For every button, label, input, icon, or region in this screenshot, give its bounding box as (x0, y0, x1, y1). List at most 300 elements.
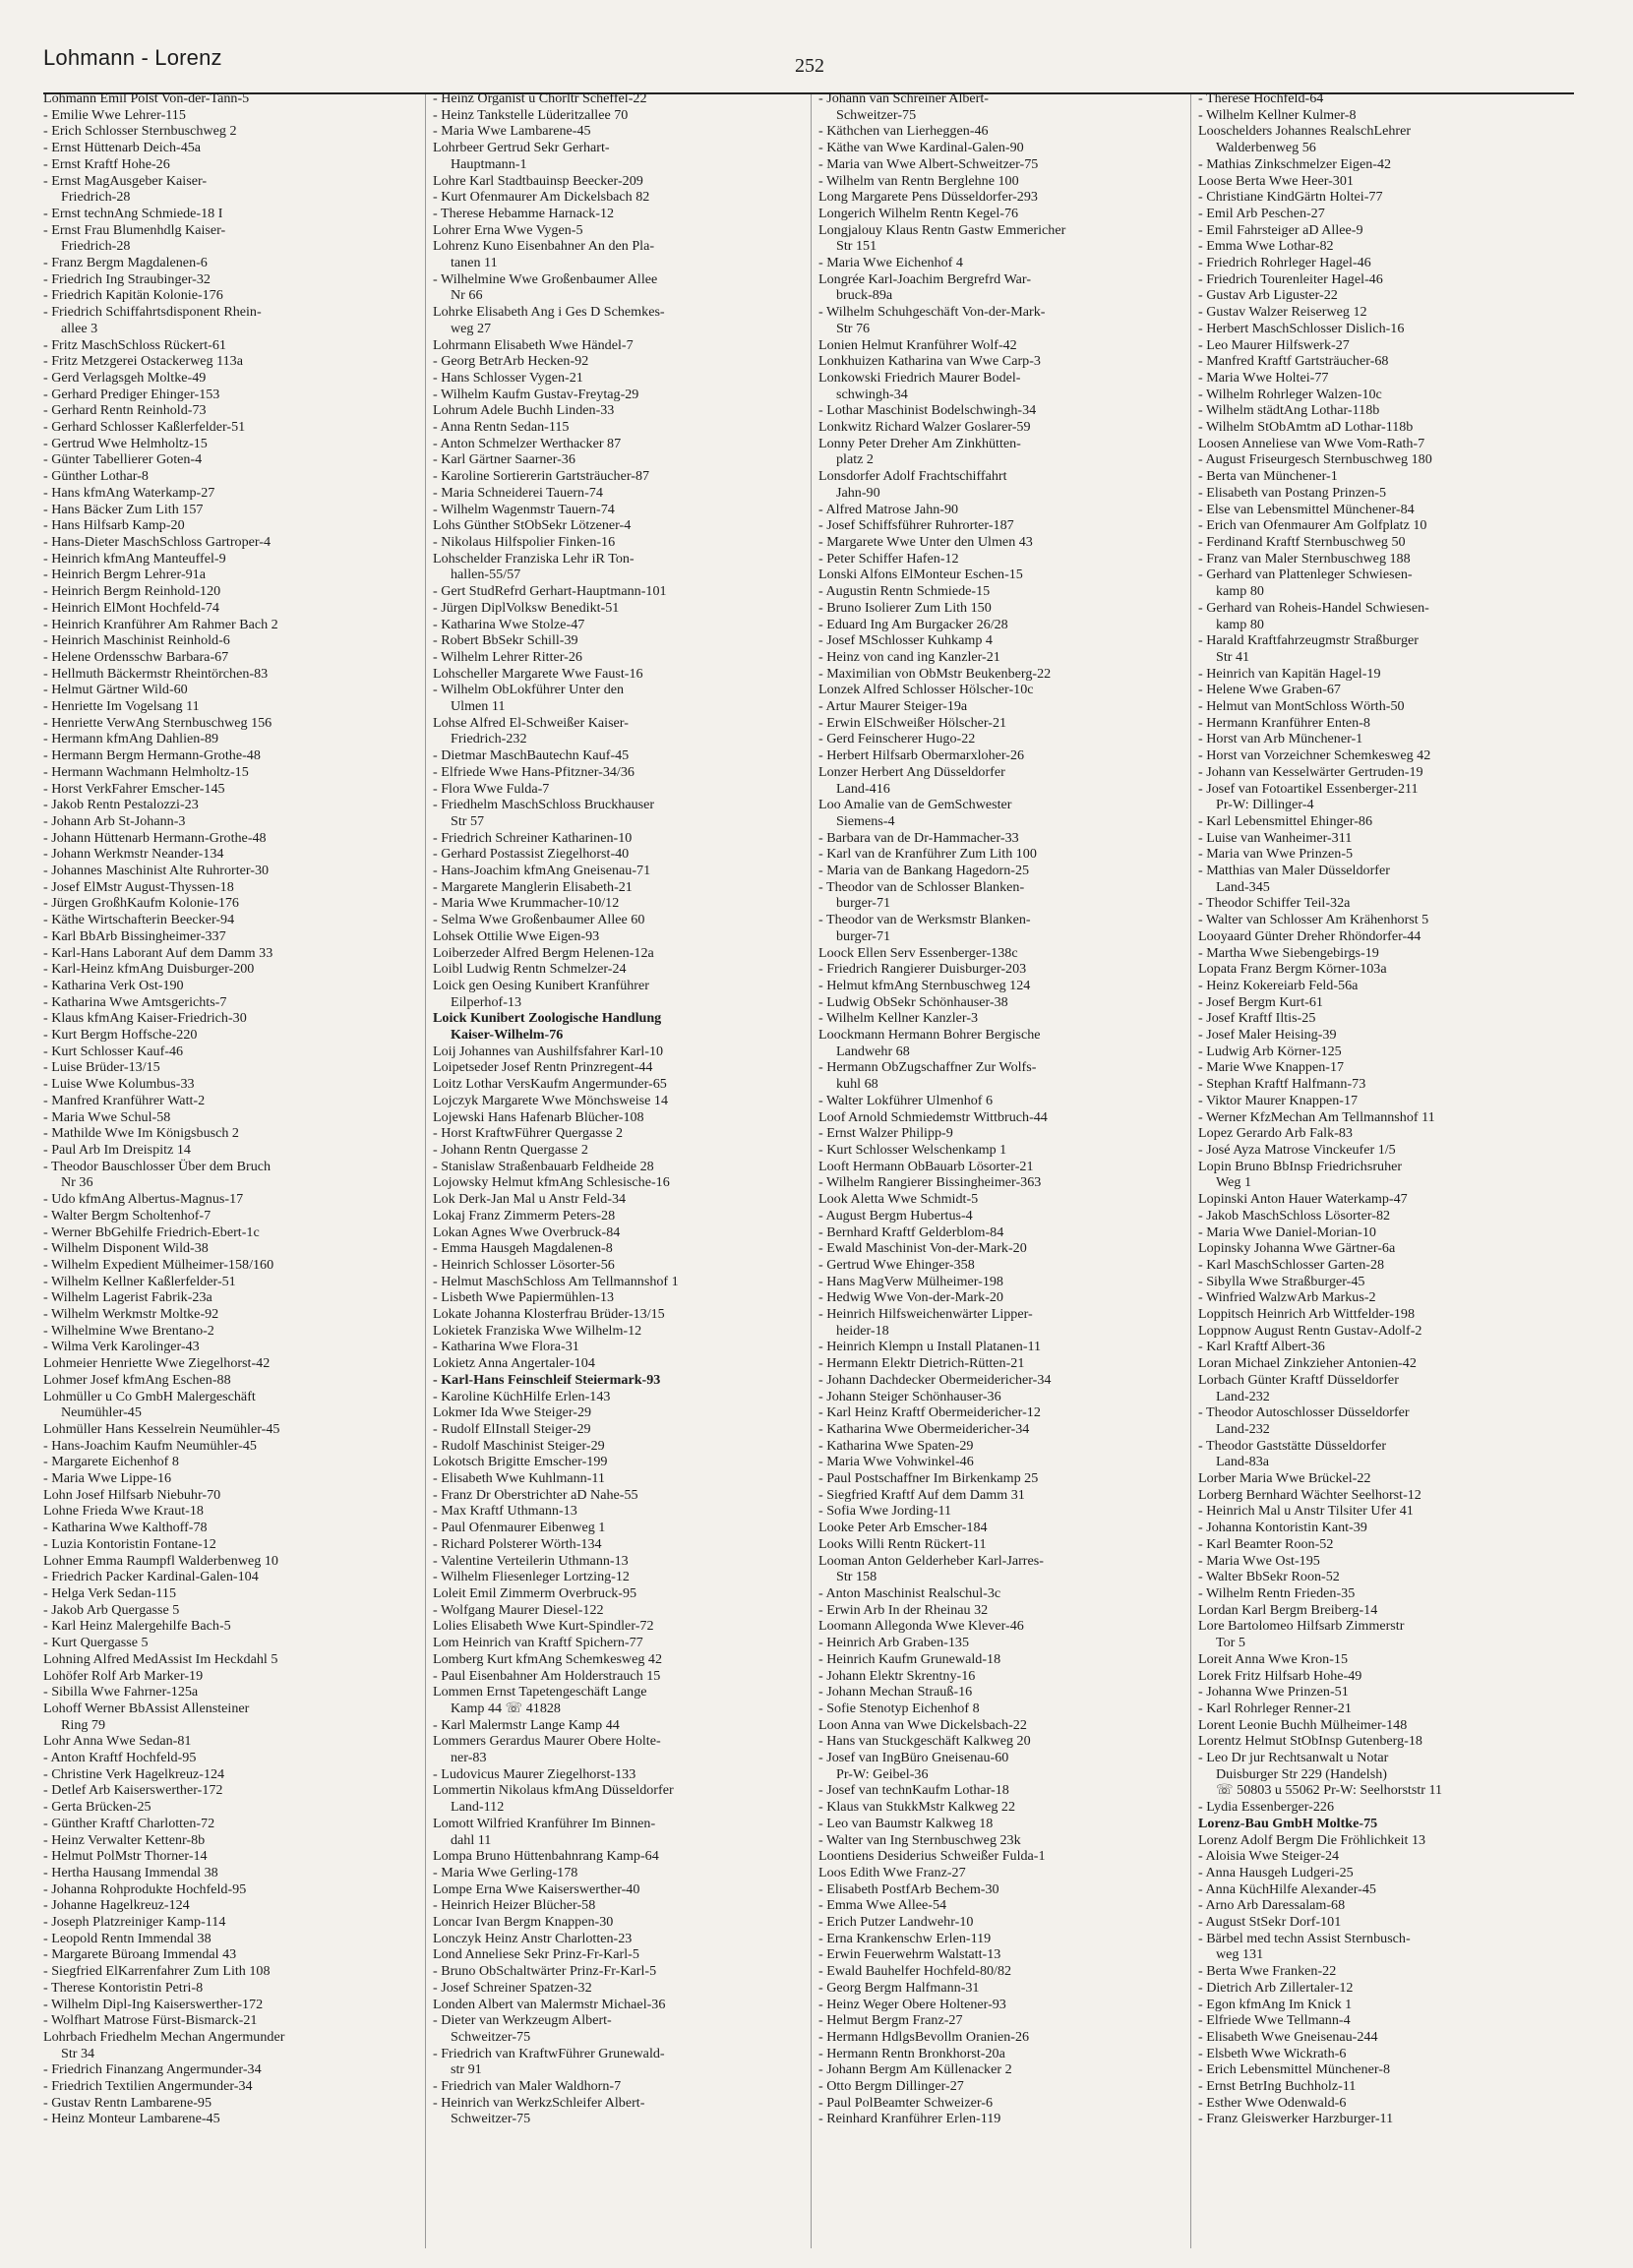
directory-entry: Longrée Karl-Joachim Bergrefrd War- (818, 270, 1032, 287)
directory-entry: - Gert StudRefrd Gerhart-Hauptmann-101 (433, 583, 667, 600)
directory-entry: - Heinrich van WerkzSchleifer Albert- (433, 2094, 645, 2111)
directory-entry: - Karl-Heinz kfmAng Duisburger-200 (43, 961, 255, 978)
directory-entry: - Katharina Wwe Flora-31 (433, 1339, 579, 1355)
directory-entry: Lokietek Franziska Wwe Wilhelm-12 (433, 1322, 642, 1339)
directory-entry: - Josef MSchlosser Kuhkamp 4 (818, 632, 993, 649)
directory-entry: - Elfriede Wwe Hans-Pfitzner-34/36 (433, 763, 635, 780)
directory-entry: - Käthe van Wwe Kardinal-Galen-90 (818, 140, 1024, 156)
directory-entry: - Elisabeth Wwe Kuhlmann-11 (433, 1470, 605, 1487)
directory-entry: - Wilhelm ObLokführer Unter den (433, 682, 625, 698)
directory-entry: - Elisabeth Wwe Gneisenau-244 (1198, 2028, 1378, 2045)
directory-entry: Lokaj Franz Zimmerm Peters-28 (433, 1207, 616, 1224)
directory-entry: - Aloisia Wwe Steiger-24 (1198, 1848, 1340, 1865)
directory-entry: Lomberg Kurt kfmAng Schemkesweg 42 (433, 1650, 663, 1667)
directory-entry: Landwehr 68 (836, 1043, 910, 1059)
directory-entry: - Rudolf Maschinist Steiger-29 (433, 1437, 605, 1454)
directory-entry: kuhl 68 (836, 1076, 878, 1093)
directory-entry: Lohning Alfred MedAssist Im Heckdahl 5 (43, 1650, 278, 1667)
directory-entry: - Maximilian von ObMstr Beukenberg-22 (818, 665, 1052, 682)
directory-entry: Kaiser-Wilhelm-76 (451, 1027, 564, 1044)
directory-entry: - Alfred Matrose Jahn-90 (818, 501, 959, 517)
directory-entry: - Theodor van de Schlosser Blanken- (818, 878, 1025, 895)
directory-entry: - Erich Schlosser Sternbuschweg 2 (43, 123, 237, 140)
directory-entry: - Hermann Wachmann Helmholtz-15 (43, 763, 249, 780)
directory-entry: Loontiens Desiderius Schweißer Fulda-1 (818, 1848, 1046, 1865)
directory-entry: - Johann Arb St-Johann-3 (43, 812, 186, 829)
directory-entry: - Elisabeth van Postang Prinzen-5 (1198, 484, 1387, 501)
directory-entry: Land-232 (1216, 1420, 1270, 1437)
directory-entry: - Johann Dachdecker Obermeidericher-34 (818, 1371, 1052, 1388)
directory-entry: - Margarete Büroang Immendal 43 (43, 1946, 237, 1963)
directory-entry: - Helmut van MontSchloss Wörth-50 (1198, 698, 1405, 715)
directory-entry: - Hermann Bergm Hermann-Grothe-48 (43, 747, 261, 764)
directory-entry: - Karoline Sortiererin Gartsträucher-87 (433, 468, 650, 485)
directory-entry: - Anton Kraftf Hochfeld-95 (43, 1750, 197, 1766)
directory-entry: - Gustav Arb Liguster-22 (1198, 287, 1338, 304)
directory-entry: Lopata Franz Bergm Körner-103a (1198, 961, 1387, 978)
directory-entry: Loosen Anneliese van Wwe Vom-Rath-7 (1198, 435, 1425, 451)
directory-entry: - Heinrich Kranführer Am Rahmer Bach 2 (43, 616, 278, 632)
directory-entry: Schweitzer-75 (451, 2028, 531, 2045)
directory-entry: - Siegfried ElKarrenfahrer Zum Lith 108 (43, 1963, 271, 1980)
directory-entry: - Wolfhart Matrose Fürst-Bismarck-21 (43, 2012, 258, 2029)
directory-entry: Lohr Anna Wwe Sedan-81 (43, 1733, 192, 1750)
directory-entry: Str 34 (61, 2045, 95, 2061)
directory-entry: - Robert BbSekr Schill-39 (433, 632, 578, 649)
directory-entry: - Henriette VerwAng Sternbuschweg 156 (43, 714, 272, 731)
directory-entry: - Johann Werkmstr Neander-134 (43, 846, 224, 863)
directory-entry: Weg 1 (1216, 1174, 1252, 1191)
directory-entry: Lonczyk Heinz Anstr Charlotten-23 (433, 1930, 633, 1946)
directory-entry: - Wilhelm Rangierer Bissingheimer-363 (818, 1174, 1042, 1191)
directory-entry: platz 2 (836, 451, 874, 468)
directory-entry: Lonkowski Friedrich Maurer Bodel- (818, 369, 1021, 386)
directory-column-3 (818, 90, 1177, 2254)
directory-entry: - Walter Lokführer Ulmenhof 6 (818, 1092, 994, 1108)
directory-column-4 (1198, 90, 1556, 2254)
directory-entry: Long Margarete Pens Düsseldorfer-293 (818, 189, 1038, 206)
directory-entry: Looft Hermann ObBauarb Lösorter-21 (818, 1158, 1034, 1174)
directory-entry: burger-71 (836, 895, 891, 912)
directory-entry: - Luise Brüder-13/15 (43, 1059, 160, 1076)
directory-entry: - Nikolaus Hilfspolier Finken-16 (433, 533, 616, 550)
directory-entry: - Gerhard van Roheis-Handel Schwiesen- (1198, 599, 1429, 616)
directory-entry: Loleit Emil Zimmerm Overbruck-95 (433, 1584, 637, 1601)
directory-entry: Lommen Ernst Tapetengeschäft Lange (433, 1684, 647, 1701)
directory-entry: - Josef Bergm Kurt-61 (1198, 993, 1323, 1010)
directory-entry: - Karl-Hans Laborant Auf dem Damm 33 (43, 944, 273, 961)
directory-entry: - Elisabeth PostfArb Bechem-30 (818, 1880, 999, 1897)
directory-entry: - Elfriede Wwe Tellmann-4 (1198, 2012, 1351, 2029)
directory-entry: - Heinrich Arb Graben-135 (818, 1635, 970, 1651)
directory-entry: Looks Willi Rentn Rückert-11 (818, 1535, 987, 1552)
directory-entry: - Maria van Wwe Prinzen-5 (1198, 846, 1354, 863)
directory-entry: - Wilhelm Kellner Kaßlerfelder-51 (43, 1273, 236, 1289)
directory-entry: Lohschelder Franziska Lehr iR Ton- (433, 550, 635, 567)
directory-entry: - Heinrich Bergm Reinhold-120 (43, 583, 221, 600)
directory-entry: - Hermann Rentn Bronkhorst-20a (818, 2045, 1005, 2061)
column-divider (811, 94, 812, 2248)
directory-entry: - Sofia Wwe Jording-11 (818, 1503, 952, 1520)
directory-entry: - Gerd Feinscherer Hugo-22 (818, 731, 976, 747)
directory-entry: Loo Amalie van de GemSchwester (818, 797, 1012, 813)
directory-entry: - Anna Hausgeh Ludgeri-25 (1198, 1864, 1354, 1880)
directory-entry: - Martha Wwe Siebengebirgs-19 (1198, 944, 1379, 961)
directory-entry: - Maria Wwe Krummacher-10/12 (433, 895, 620, 912)
directory-entry: - Heinrich Mal u Anstr Tilsiter Ufer 41 (1198, 1503, 1414, 1520)
directory-entry: - Jakob MaschSchloss Lösorter-82 (1198, 1207, 1391, 1224)
directory-entry: - Luise van Wanheimer-311 (1198, 829, 1353, 846)
directory-entry: - Erwin Arb In der Rheinau 32 (818, 1601, 989, 1618)
directory-entry: - Maria Wwe Lambarene-45 (433, 123, 591, 140)
directory-entry: - Horst VerkFahrer Emscher-145 (43, 780, 225, 797)
directory-entry: - Erwin Feuerwehrm Walstatt-13 (818, 1946, 1001, 1963)
directory-entry: Lorber Maria Wwe Brückel-22 (1198, 1470, 1371, 1487)
directory-entry: - Katharina Wwe Obermeidericher-34 (818, 1420, 1030, 1437)
directory-entry: Looschelders Johannes RealschLehrer (1198, 123, 1412, 140)
directory-entry: - Winfried WalzwArb Markus-2 (1198, 1289, 1376, 1306)
directory-entry: - Franz Dr Oberstrichter aD Nahe-55 (433, 1486, 638, 1503)
directory-entry: - Jürgen GroßhKaufm Kolonie-176 (43, 895, 239, 912)
directory-entry: Lohrmann Elisabeth Wwe Händel-7 (433, 336, 634, 353)
directory-entry: - Heinrich van Kapitän Hagel-19 (1198, 665, 1381, 682)
directory-entry: - Johann van Schreiner Albert- (818, 90, 989, 106)
directory-entry: - Richard Polsterer Wörth-134 (433, 1535, 602, 1552)
directory-entry: - Klaus kfmAng Kaiser-Friedrich-30 (43, 1010, 247, 1027)
directory-entry: Lohrke Elisabeth Ang i Ges D Schemkes- (433, 304, 665, 321)
directory-entry: - Gerta Brücken-25 (43, 1799, 151, 1816)
directory-entry: Lohre Karl Stadtbauinsp Beecker-209 (433, 172, 643, 189)
directory-entry: - Harald Kraftfahrzeugmstr Straßburger (1198, 632, 1419, 649)
directory-entry: Ulmen 11 (451, 698, 506, 715)
directory-entry: ☏ 50803 u 55062 Pr-W: Seelhorststr 11 (1216, 1782, 1443, 1799)
directory-entry: - Friedrich Kapitän Kolonie-176 (43, 287, 223, 304)
directory-entry: - Hans-Joachim Kaufm Neumühler-45 (43, 1437, 257, 1454)
directory-entry: - Karl Lebensmittel Ehinger-86 (1198, 812, 1373, 829)
directory-entry: - Elsbeth Wwe Wickrath-6 (1198, 2045, 1347, 2061)
directory-entry: - Erna Krankenschw Erlen-119 (818, 1930, 992, 1946)
directory-entry: - Katharina Wwe Stolze-47 (433, 616, 585, 632)
directory-entry: - Hans Hilfsarb Kamp-20 (43, 517, 185, 534)
directory-entry: - Helmut PolMstr Thorner-14 (43, 1848, 208, 1865)
directory-entry: - Gerd Verlagsgeh Moltke-49 (43, 369, 207, 386)
directory-entry: Nr 66 (451, 287, 483, 304)
directory-entry: - Wilhelmine Wwe Brentano-2 (43, 1322, 214, 1339)
directory-entry: - Johann Hüttenarb Hermann-Grothe-48 (43, 829, 267, 846)
directory-entry: - Maria Wwe Lippe-16 (43, 1470, 172, 1487)
directory-entry: Land-416 (836, 780, 890, 797)
directory-entry: - Franz van Maler Sternbuschweg 188 (1198, 550, 1411, 567)
directory-entry: - Günther Kraftf Charlotten-72 (43, 1815, 215, 1831)
directory-entry: - Herbert Hilfsarb Obermarxloher-26 (818, 747, 1025, 764)
directory-entry: - Therese Hebamme Harnack-12 (433, 205, 615, 221)
directory-entry: - Friedrich van KraftwFührer Grunewald- (433, 2045, 665, 2061)
directory-entry: - Lydia Essenberger-226 (1198, 1799, 1335, 1816)
directory-entry: Str 158 (836, 1569, 877, 1585)
directory-entry: - Dieter van Werkzeugm Albert- (433, 2012, 612, 2029)
directory-entry: - Paul PolBeamter Schweizer-6 (818, 2094, 994, 2111)
directory-entry: - Max Kraftf Uthmann-13 (433, 1503, 577, 1520)
directory-entry: - Theodor Schiffer Teil-32a (1198, 895, 1351, 912)
directory-entry: - Jakob Arb Quergasse 5 (43, 1601, 180, 1618)
directory-entry: - Leo Dr jur Rechtsanwalt u Notar (1198, 1750, 1389, 1766)
directory-entry: Str 151 (836, 238, 877, 255)
directory-entry: Loncar Ivan Bergm Knappen-30 (433, 1914, 614, 1931)
directory-entry: - Heinrich Maschinist Reinhold-6 (43, 632, 230, 649)
directory-entry: - Theodor Bauschlosser Über dem Bruch (43, 1158, 272, 1174)
directory-entry: - Kurt Quergasse 5 (43, 1635, 149, 1651)
directory-entry: - Maria van Wwe Albert-Schweitzer-75 (818, 155, 1039, 172)
directory-entry: - Heinrich Klempn u Install Platanen-11 (818, 1339, 1042, 1355)
directory-entry: Lonien Helmut Kranführer Wolf-42 (818, 336, 1017, 353)
directory-entry: - Theodor Autoschlosser Düsseldorfer (1198, 1404, 1410, 1421)
directory-entry: - Katharina Wwe Spaten-29 (818, 1437, 974, 1454)
directory-entry: Lorberg Bernhard Wächter Seelhorst-12 (1198, 1486, 1421, 1503)
directory-entry: Str 76 (836, 320, 871, 336)
directory-entry: - Friedrich Textilien Angermunder-34 (43, 2078, 253, 2095)
directory-entry: Jahn-90 (836, 484, 880, 501)
directory-entry: - Wilhelm Expedient Mülheimer-158/160 (43, 1256, 274, 1273)
directory-entry: - Klaus van StukkMstr Kalkweg 22 (818, 1799, 1016, 1816)
directory-entry: - Josef van technKaufm Lothar-18 (818, 1782, 1009, 1799)
directory-entry: Loick gen Oesing Kunibert Kranführer (433, 977, 649, 993)
directory-entry: Kamp 44 ☏ 41828 (451, 1700, 561, 1716)
directory-entry: - Leo van Baumstr Kalkweg 18 (818, 1815, 994, 1831)
directory-entry: Pr-W: Geibel-36 (836, 1765, 929, 1782)
directory-entry: Lordan Karl Bergm Breiberg-14 (1198, 1601, 1378, 1618)
directory-entry: - Friedhelm MaschSchloss Bruckhauser (433, 797, 655, 813)
directory-entry: - Leopold Rentn Immendal 38 (43, 1930, 212, 1946)
directory-entry: - Friedrich Schiffahrtsdisponent Rhein- (43, 304, 262, 321)
directory-entry: Lojewski Hans Hafenarb Blücher-108 (433, 1108, 644, 1125)
directory-entry: - Friedrich Schreiner Katharinen-10 (433, 829, 633, 846)
directory-entry: str 91 (451, 2061, 482, 2078)
directory-entry: - Hellmuth Bäckermstr Rheintörchen-83 (43, 665, 269, 682)
directory-entry: - Anna Rentn Sedan-115 (433, 419, 570, 436)
directory-entry: Duisburger Str 229 (Handelsh) (1216, 1765, 1387, 1782)
directory-entry: - Johanne Hagelkreuz-124 (43, 1897, 190, 1914)
directory-entry: - Flora Wwe Fulda-7 (433, 780, 550, 797)
directory-entry: - Hans-Joachim kfmAng Gneisenau-71 (433, 863, 651, 879)
directory-entry: - Maria Wwe Ost-195 (1198, 1552, 1320, 1569)
directory-entry: Lohmer Josef kfmAng Eschen-88 (43, 1371, 231, 1388)
directory-entry: - Walter van Schlosser Am Krähenhorst 5 (1198, 912, 1429, 928)
directory-entry: - Siegfried Kraftf Auf dem Damm 31 (818, 1486, 1025, 1503)
directory-entry: Loppitsch Heinrich Arb Wittfelder-198 (1198, 1306, 1416, 1323)
directory-entry: - Karl Malermstr Lange Kamp 44 (433, 1716, 620, 1733)
directory-entry: - Paul Postschaffner Im Birkenkamp 25 (818, 1470, 1039, 1487)
directory-entry: - Wilhelm Rohrleger Walzen-10c (1198, 386, 1382, 402)
directory-entry: - Günter Tabellierer Goten-4 (43, 451, 203, 468)
directory-entry: - Wilhelm Schuhgeschäft Von-der-Mark- (818, 304, 1046, 321)
directory-entry: Lompe Erna Wwe Kaiserswerther-40 (433, 1880, 640, 1897)
directory-entry: - Fritz Metzgerei Ostackerweg 113a (43, 353, 243, 370)
directory-entry: kamp 80 (1216, 583, 1264, 600)
directory-entry: - Peter Schiffer Hafen-12 (818, 550, 959, 567)
running-head: Lohmann - Lorenz (43, 45, 222, 70)
directory-entry: - Karl Beamter Roon-52 (1198, 1535, 1334, 1552)
directory-entry: Looman Anton Gelderheber Karl-Jarres- (818, 1552, 1044, 1569)
directory-entry: - Augustin Rentn Schmiede-15 (818, 583, 991, 600)
directory-entry: - Helene Wwe Graben-67 (1198, 682, 1341, 698)
directory-entry: - Gustav Walzer Reiserweg 12 (1198, 304, 1367, 321)
directory-entry: Loick Kunibert Zoologische Handlung (433, 1010, 662, 1027)
directory-entry: Ring 79 (61, 1716, 106, 1733)
directory-entry: Lohmüller Hans Kesselrein Neumühler-45 (43, 1420, 280, 1437)
directory-entry: - Johann van Kesselwärter Gertruden-19 (1198, 763, 1423, 780)
directory-entry: Loran Michael Zinkzieher Antonien-42 (1198, 1355, 1417, 1372)
directory-entry: - Heinrich kfmAng Manteuffel-9 (43, 550, 226, 567)
directory-entry: - Heinrich Bergm Lehrer-91a (43, 567, 206, 583)
directory-entry: Hauptmann-1 (451, 155, 527, 172)
directory-entry: Longjalouy Klaus Rentn Gastw Emmericher (818, 221, 1066, 238)
directory-entry: - Paul Arb Im Dreispitz 14 (43, 1142, 191, 1158)
column-divider (1190, 94, 1191, 2248)
directory-entry: Lonski Alfons ElMonteur Eschen-15 (818, 567, 1023, 583)
directory-entry: - Johann Mechan Strauß-16 (818, 1684, 973, 1701)
directory-entry: schwingh-34 (836, 386, 908, 402)
directory-entry: Land-232 (1216, 1388, 1270, 1404)
directory-entry: Neumühler-45 (61, 1404, 142, 1421)
directory-entry: Lolies Elisabeth Wwe Kurt-Spindler-72 (433, 1618, 654, 1635)
directory-entry: - Käthe Wirtschafterin Beecker-94 (43, 912, 235, 928)
directory-entry: Lorenz Adolf Bergm Die Fröhlichkeit 13 (1198, 1831, 1426, 1848)
directory-entry: - Bruno ObSchaltwärter Prinz-Fr-Karl-5 (433, 1963, 657, 1980)
directory-entry: - Heinz Tankstelle Lüderitzallee 70 (433, 106, 629, 123)
directory-entry: Loos Edith Wwe Franz-27 (818, 1864, 966, 1880)
page-number: 252 (795, 55, 824, 77)
directory-entry: - Heinz Monteur Lambarene-45 (43, 2111, 220, 2127)
directory-entry: - Bruno Isolierer Zum Lith 150 (818, 599, 992, 616)
directory-entry: - Margarete Manglerin Elisabeth-21 (433, 878, 633, 895)
directory-entry: Loomann Allegonda Wwe Klever-46 (818, 1618, 1024, 1635)
directory-entry: - Therese Hochfeld-64 (1198, 90, 1324, 106)
directory-entry: - Karl Heinz Kraftf Obermeidericher-12 (818, 1404, 1041, 1421)
directory-entry: - Johanna Wwe Prinzen-51 (1198, 1684, 1349, 1701)
directory-entry: - Barbara van de Dr-Hammacher-33 (818, 829, 1019, 846)
directory-entry: - Hermann Kranführer Enten-8 (1198, 714, 1370, 731)
directory-entry: - Heinrich Hilfsweichenwärter Lipper- (818, 1306, 1033, 1323)
directory-entry: - Kurt Bergm Hoffsche-220 (43, 1027, 198, 1044)
directory-entry: - Heinz Organist u Chorltr Scheffel-22 (433, 90, 647, 106)
directory-entry: Siemens-4 (836, 812, 895, 829)
directory-entry: - Ludwig ObSekr Schönhauser-38 (818, 993, 1008, 1010)
directory-entry: Lohrenz Kuno Eisenbahner An den Pla- (433, 238, 655, 255)
directory-entry: - Friedrich Rangierer Duisburger-203 (818, 961, 1027, 978)
directory-entry: - Dietmar MaschBautechn Kauf-45 (433, 747, 630, 764)
directory-entry: Lokietz Anna Angertaler-104 (433, 1355, 595, 1372)
directory-entry: - Wolfgang Maurer Diesel-122 (433, 1601, 604, 1618)
directory-entry: - Josef ElMstr August-Thyssen-18 (43, 878, 234, 895)
directory-entry: Lopez Gerardo Arb Falk-83 (1198, 1125, 1353, 1142)
directory-entry: - Johanna Rohprodukte Hochfeld-95 (43, 1880, 247, 1897)
directory-entry: - Josef Maler Heising-39 (1198, 1027, 1337, 1044)
directory-entry: - Heinz Kokereiarb Feld-56a (1198, 977, 1359, 993)
directory-entry: - Ernst Kraftf Hohe-26 (43, 155, 170, 172)
directory-entry: heider-18 (836, 1322, 889, 1339)
directory-entry: - Karl Kraftf Albert-36 (1198, 1339, 1325, 1355)
directory-entry: - Ernst BetrIng Buchholz-11 (1198, 2078, 1357, 2095)
directory-entry: - Hermann Elektr Dietrich-Rütten-21 (818, 1355, 1025, 1372)
directory-entry: Str 57 (451, 812, 485, 829)
directory-entry: - Henriette Im Vogelsang 11 (43, 698, 200, 715)
directory-entry: Lorent Leonie Buchh Mülheimer-148 (1198, 1716, 1408, 1733)
directory-entry: - Emil Fahrsteiger aD Allee-9 (1198, 221, 1363, 238)
directory-entry: Lohmann Emil Polst Von-der-Tann-5 (43, 90, 250, 106)
directory-entry: Lohse Alfred El-Schweißer Kaiser- (433, 714, 629, 731)
directory-entry: - Georg BetrArb Hecken-92 (433, 353, 589, 370)
directory-entry: Looyaard Günter Dreher Rhöndorfer-44 (1198, 927, 1421, 944)
directory-entry: kamp 80 (1216, 616, 1264, 632)
directory-entry: - Horst van Arb Münchener-1 (1198, 731, 1363, 747)
directory-entry: Loiberzeder Alfred Bergm Helenen-12a (433, 944, 654, 961)
directory-entry: - Ewald Bauhelfer Hochfeld-80/82 (818, 1963, 1012, 1980)
directory-entry: - Anna KüchHilfe Alexander-45 (1198, 1880, 1376, 1897)
directory-entry: - Else van Lebensmittel Münchener-84 (1198, 501, 1415, 517)
directory-entry: - Luise Wwe Kolumbus-33 (43, 1076, 195, 1093)
directory-entry: - Ferdinand Kraftf Sternbuschweg 50 (1198, 533, 1406, 550)
directory-entry: - Jakob Rentn Pestalozzi-23 (43, 797, 199, 813)
directory-entry: - Paul Ofenmaurer Eibenweg 1 (433, 1520, 606, 1536)
directory-entry: Lommertin Nikolaus kfmAng Düsseldorfer (433, 1782, 674, 1799)
directory-entry: - Gertrud Wwe Helmholtz-15 (43, 435, 208, 451)
directory-entry: - Josef van IngBüro Gneisenau-60 (818, 1750, 1009, 1766)
directory-entry: - Friedrich Ing Straubinger-32 (43, 270, 211, 287)
directory-entry: - Hans kfmAng Waterkamp-27 (43, 484, 215, 501)
directory-entry: - Ernst MagAusgeber Kaiser- (43, 172, 208, 189)
directory-entry: - Karl-Hans Feinschleif Steiermark-93 (433, 1371, 661, 1388)
directory-entry: Lom Heinrich van Kraftf Spichern-77 (433, 1635, 643, 1651)
directory-entry: - Ernst Hüttenarb Deich-45a (43, 140, 202, 156)
directory-entry: - Herbert MaschSchlosser Dislich-16 (1198, 320, 1405, 336)
directory-entry: - Rudolf ElInstall Steiger-29 (433, 1420, 591, 1437)
directory-entry: Loitz Lothar VersKaufm Angermunder-65 (433, 1076, 667, 1093)
directory-entry: - Werner BbGehilfe Friedrich-Ebert-1c (43, 1224, 260, 1240)
directory-entry: - Anton Schmelzer Werthacker 87 (433, 435, 622, 451)
directory-entry: - Kurt Schlosser Kauf-46 (43, 1043, 184, 1059)
directory-entry: - Heinz Verwalter Kettenr-8b (43, 1831, 206, 1848)
directory-entry: - Christiane KindGärtn Holtei-77 (1198, 189, 1383, 206)
directory-entry: - Heinrich Kaufm Grunewald-18 (818, 1650, 1001, 1667)
directory-entry: - Heinrich ElMont Hochfeld-74 (43, 599, 219, 616)
directory-entry: Land-345 (1216, 878, 1270, 895)
directory-entry: Friedrich-232 (451, 731, 527, 747)
directory-entry: Lokan Agnes Wwe Overbruck-84 (433, 1224, 621, 1240)
column-divider (425, 94, 426, 2248)
directory-entry: Loock Ellen Serv Essenberger-138c (818, 944, 1018, 961)
directory-entry: - Egon kfmAng Im Knick 1 (1198, 1996, 1353, 2012)
directory-entry: weg 131 (1216, 1946, 1264, 1963)
directory-entry: - Udo kfmAng Albertus-Magnus-17 (43, 1191, 244, 1208)
directory-entry: - Friedrich Packer Kardinal-Galen-104 (43, 1569, 259, 1585)
directory-entry: - Stanislaw Straßenbauarb Feldheide 28 (433, 1158, 654, 1174)
directory-entry: - Helene Ordensschw Barbara-67 (43, 648, 229, 665)
directory-entry: Land-112 (451, 1799, 505, 1816)
directory-entry: - Maria Schneiderei Tauern-74 (433, 484, 603, 501)
directory-entry: Lohne Frieda Wwe Kraut-18 (43, 1503, 204, 1520)
directory-entry: - Heinrich Schlosser Lösorter-56 (433, 1256, 615, 1273)
directory-entry: - Hedwig Wwe Von-der-Mark-20 (818, 1289, 1003, 1306)
directory-entry: - Luzia Kontoristin Fontane-12 (43, 1535, 216, 1552)
directory-entry: Lohöfer Rolf Arb Marker-19 (43, 1667, 204, 1684)
directory-entry: Lojowsky Helmut kfmAng Schlesische-16 (433, 1174, 670, 1191)
directory-entry: - Hans van Stuckgeschäft Kalkweg 20 (818, 1733, 1031, 1750)
directory-entry: Str 41 (1216, 648, 1250, 665)
directory-entry: - Kurt Ofenmaurer Am Dickelsbach 82 (433, 189, 650, 206)
directory-entry: - Wilhelm StObAmtm aD Lothar-118b (1198, 419, 1414, 436)
directory-column-1 (43, 90, 401, 2254)
directory-entry: Lopin Bruno BbInsp Friedrichsruher (1198, 1158, 1403, 1174)
